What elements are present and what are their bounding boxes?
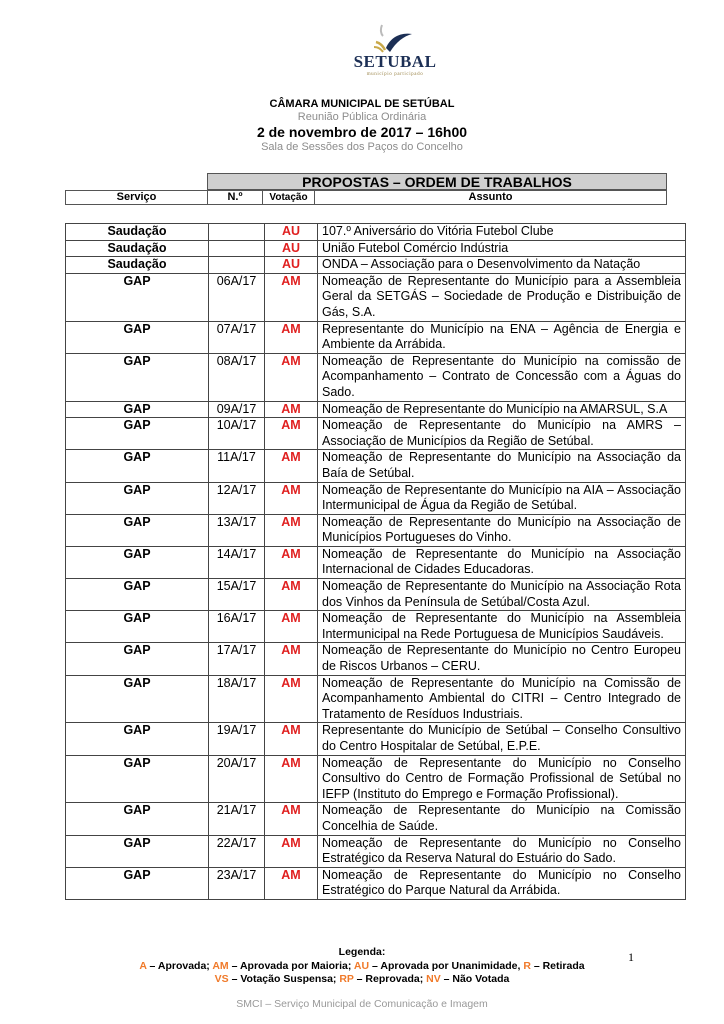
cell-number: 16A/17 <box>209 611 265 643</box>
table-row <box>66 321 686 353</box>
legend-line-2 <box>0 973 724 985</box>
cell-service: GAP <box>66 401 209 418</box>
cell-subject: Nomeação de Representante do Município para a Assembleia Geral da SETGÁS – Sociedade de Produção e Distribuição de Gás, S.A. <box>318 273 686 321</box>
logo-wordmark: SETUBAL <box>353 52 437 71</box>
cell-subject: Nomeação de Representante do Município na Comissão Concelhia de Saúde. <box>318 803 686 835</box>
table-row <box>66 675 686 723</box>
cell-service: GAP <box>66 450 209 482</box>
page-number: 1 <box>628 950 634 964</box>
table-row <box>66 418 686 450</box>
cell-vote: AU <box>265 240 318 257</box>
cell-vote: AM <box>265 546 318 578</box>
cell-number: 08A/17 <box>209 353 265 401</box>
cell-subject: Nomeação de Representante do Município na AMRS – Associação de Municípios da Região de Setúbal. <box>318 418 686 450</box>
table-row <box>66 803 686 835</box>
cell-service: GAP <box>66 579 209 611</box>
cell-subject: Nomeação de Representante do Município na Associação Internacional de Cidades Educadoras. <box>318 546 686 578</box>
cell-service: GAP <box>66 273 209 321</box>
cell-number <box>209 224 265 241</box>
cell-vote: AM <box>265 321 318 353</box>
cell-number: 22A/17 <box>209 835 265 867</box>
meeting-date-time: 2 de novembro de 2017 – 16h00 <box>256 124 468 140</box>
cell-vote: AM <box>265 867 318 899</box>
cell-service: GAP <box>66 418 209 450</box>
cell-service: GAP <box>66 514 209 546</box>
cell-vote: AM <box>265 514 318 546</box>
column-header-vote: Votação <box>262 190 315 205</box>
cell-subject: Representante do Município de Setúbal – Conselho Consultivo do Centro Hospitalar de Setúbal, E.P.E. <box>318 723 686 755</box>
cell-service: GAP <box>66 675 209 723</box>
cell-subject: Nomeação de Representante do Município na comissão de Acompanhamento – Contrato de Concessão com a Águas do Sado. <box>318 353 686 401</box>
cell-number: 23A/17 <box>209 867 265 899</box>
legend-description: – Não Votada <box>440 973 510 985</box>
legend-description: – Retirada <box>530 960 585 972</box>
column-header-number: N.º <box>207 190 263 205</box>
cell-vote: AM <box>265 755 318 803</box>
setubal-logo <box>330 22 440 82</box>
legend-code: NV <box>426 973 441 985</box>
cell-number: 20A/17 <box>209 755 265 803</box>
legend-description: – Aprovada por Maioria; <box>228 960 354 972</box>
cell-service: GAP <box>66 611 209 643</box>
agenda-table <box>65 223 686 900</box>
cell-subject: Nomeação de Representante do Município no Centro Europeu de Riscos Urbanos – CERU. <box>318 643 686 675</box>
cell-number: 15A/17 <box>209 579 265 611</box>
cell-number: 09A/17 <box>209 401 265 418</box>
table-row <box>66 401 686 418</box>
cell-number: 13A/17 <box>209 514 265 546</box>
table-row <box>66 353 686 401</box>
cell-service: GAP <box>66 321 209 353</box>
column-header-subject: Assunto <box>314 190 667 205</box>
cell-number: 11A/17 <box>209 450 265 482</box>
table-row <box>66 723 686 755</box>
cell-vote: AU <box>265 257 318 274</box>
cell-subject: Nomeação de Representante do Município na Assembleia Intermunicipal na Rede Portuguesa de Municípios Saudáveis. <box>318 611 686 643</box>
cell-number: 06A/17 <box>209 273 265 321</box>
legend-code: AU <box>353 960 370 972</box>
cell-service: GAP <box>66 835 209 867</box>
legend-code: AM <box>212 960 229 972</box>
table-row <box>66 579 686 611</box>
cell-service: Saudação <box>66 257 209 274</box>
table-row <box>66 867 686 899</box>
cell-service: GAP <box>66 867 209 899</box>
table-row <box>66 240 686 257</box>
table-row <box>66 224 686 241</box>
legend-description: – Aprovada por Unanimidade, <box>369 960 524 972</box>
cell-service: GAP <box>66 546 209 578</box>
cell-number: 07A/17 <box>209 321 265 353</box>
cell-subject: Nomeação de Representante do Município no Conselho Estratégico da Reserva Natural do Estuário do Sado. <box>318 835 686 867</box>
cell-vote: AM <box>265 643 318 675</box>
cell-subject: União Futebol Comércio Indústria <box>318 240 686 257</box>
legend-code: RP <box>339 973 354 985</box>
cell-service: GAP <box>66 482 209 514</box>
cell-number: 18A/17 <box>209 675 265 723</box>
logo-tagline: município participado <box>366 72 424 77</box>
institution-name: CÂMARA MUNICIPAL DE SETÚBAL <box>269 98 455 110</box>
cell-service: GAP <box>66 353 209 401</box>
legend-code: A <box>139 960 147 972</box>
cell-subject: Nomeação de Representante do Município na Associação de Municípios Portugueses do Vinho. <box>318 514 686 546</box>
fountain-logo-icon <box>330 22 440 56</box>
cell-vote: AM <box>265 273 318 321</box>
column-header-service: Serviço <box>65 190 208 205</box>
cell-subject: Nomeação de Representante do Município na Associação Rota dos Vinhos da Península de Setúbal/Costa Azul. <box>318 579 686 611</box>
table-row <box>66 514 686 546</box>
table-row <box>66 257 686 274</box>
cell-number <box>209 240 265 257</box>
legend-line-1 <box>0 960 724 972</box>
cell-number: 12A/17 <box>209 482 265 514</box>
cell-vote: AM <box>265 803 318 835</box>
table-row <box>66 755 686 803</box>
cell-vote: AM <box>265 418 318 450</box>
cell-service: GAP <box>66 803 209 835</box>
cell-subject: Nomeação de Representante do Município na AIA – Associação Intermunicipal de Água da Região de Setúbal. <box>318 482 686 514</box>
cell-number: 10A/17 <box>209 418 265 450</box>
cell-vote: AM <box>265 723 318 755</box>
table-title: PROPOSTAS – ORDEM DE TRABALHOS <box>207 173 667 190</box>
cell-vote: AM <box>265 611 318 643</box>
legend-code: R <box>523 960 531 972</box>
cell-vote: AU <box>265 224 318 241</box>
cell-number <box>209 257 265 274</box>
cell-vote: AM <box>265 675 318 723</box>
legend-description: – Reprovada; <box>353 973 427 985</box>
cell-subject: Nomeação de Representante do Município na Associação da Baía de Setúbal. <box>318 450 686 482</box>
legend-title: Legenda: <box>338 946 386 958</box>
table-row <box>66 450 686 482</box>
cell-number: 21A/17 <box>209 803 265 835</box>
legend-description: – Votação Suspensa; <box>228 973 340 985</box>
legend-description: – Aprovada; <box>146 960 213 972</box>
cell-service: GAP <box>66 755 209 803</box>
cell-subject: Nomeação de Representante do Município no Conselho Estratégico do Parque Natural da Arrábida. <box>318 867 686 899</box>
cell-subject: Representante do Município na ENA – Agência de Energia e Ambiente da Arrábida. <box>318 321 686 353</box>
cell-number: 19A/17 <box>209 723 265 755</box>
cell-vote: AM <box>265 482 318 514</box>
table-row <box>66 273 686 321</box>
cell-vote: AM <box>265 835 318 867</box>
cell-number: 14A/17 <box>209 546 265 578</box>
table-row <box>66 482 686 514</box>
cell-vote: AM <box>265 401 318 418</box>
table-row <box>66 546 686 578</box>
cell-subject: Nomeação de Representante do Município no Conselho Consultivo do Centro de Formação Profissional de Setúbal no IEFP (Instituto do Emprego e Formação Profissional). <box>318 755 686 803</box>
cell-subject: ONDA – Associação para o Desenvolvimento da Natação <box>318 257 686 274</box>
table-row <box>66 835 686 867</box>
table-row <box>66 643 686 675</box>
cell-subject: Nomeação de Representante do Município na AMARSUL, S.A <box>318 401 686 418</box>
cell-number: 17A/17 <box>209 643 265 675</box>
legend-code: VS <box>214 973 229 985</box>
cell-subject: Nomeação de Representante do Município na Comissão de Acompanhamento Ambiental do CITRI – Centro Integrado de Tratamento de Resíduos Industriais. <box>318 675 686 723</box>
cell-subject: 107.º Aniversário do Vitória Futebol Clube <box>318 224 686 241</box>
cell-vote: AM <box>265 450 318 482</box>
footer-credit: SMCI – Serviço Municipal de Comunicação e Imagem <box>236 998 488 1010</box>
table-row <box>66 611 686 643</box>
cell-service: Saudação <box>66 240 209 257</box>
cell-vote: AM <box>265 579 318 611</box>
cell-service: GAP <box>66 723 209 755</box>
cell-service: GAP <box>66 643 209 675</box>
cell-service: Saudação <box>66 224 209 241</box>
cell-vote: AM <box>265 353 318 401</box>
meeting-type: Reunião Pública Ordinária <box>297 111 427 123</box>
meeting-location: Sala de Sessões dos Paços do Concelho <box>261 141 463 153</box>
